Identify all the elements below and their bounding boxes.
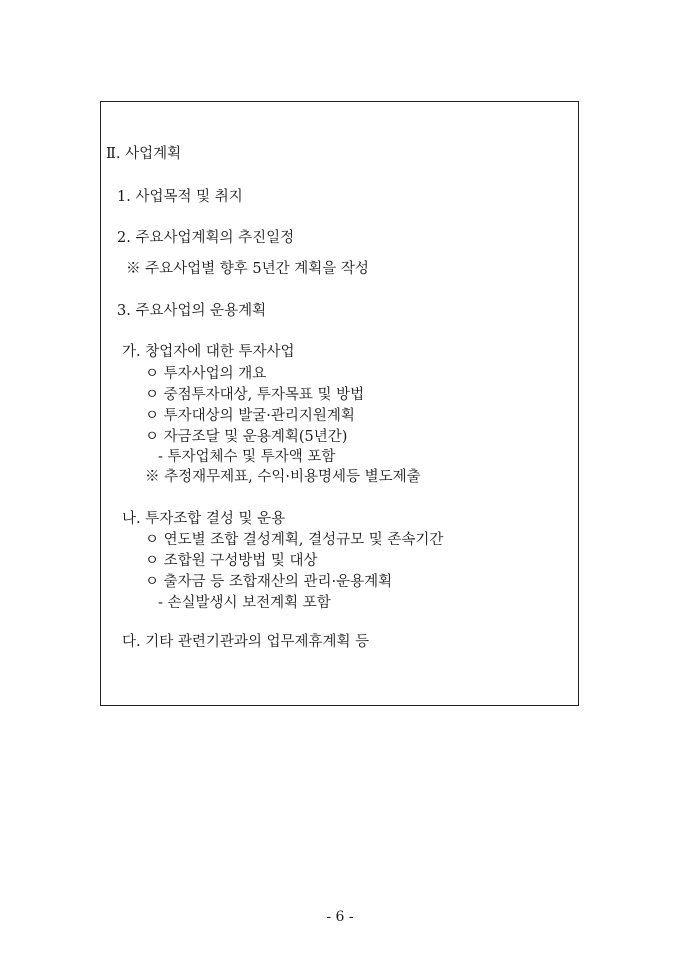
sub-ga-bullet: ㅇ 중점투자대상, 투자목표 및 방법 bbox=[145, 387, 365, 403]
page-number: - 6 - bbox=[326, 909, 354, 925]
item-1: 1. 사업목적 및 취지 bbox=[117, 189, 243, 205]
item-2: 2. 주요사업계획의 추진일정 bbox=[117, 230, 295, 246]
item-3: 3. 주요사업의 운용계획 bbox=[117, 303, 267, 319]
section-title: Ⅱ. 사업계획 bbox=[106, 146, 182, 162]
sub-ga-bullet: ㅇ 투자사업의 개요 bbox=[145, 366, 267, 382]
sub-na-title: 나. 투자조합 결성 및 운용 bbox=[122, 511, 286, 527]
sub-na-bullet: ㅇ 연도별 조합 결성계획, 결성규모 및 존속기간 bbox=[145, 532, 444, 548]
sub-na-dash: - 손실발생시 보전계획 포함 bbox=[158, 595, 331, 611]
sub-da-title: 다. 기타 관련기관과의 업무제휴계획 등 bbox=[122, 634, 370, 650]
sub-ga-bullet: ㅇ 자금조달 및 운용계획(5년간) bbox=[145, 429, 348, 445]
sub-na-bullet: ㅇ 조합원 구성방법 및 대상 bbox=[145, 553, 318, 569]
item-2-note: ※ 주요사업별 향후 5년간 계획을 작성 bbox=[126, 261, 369, 277]
sub-na-bullet: ㅇ 출자금 등 조합재산의 관리·운용계획 bbox=[145, 574, 393, 590]
sub-ga-title: 가. 창업자에 대한 투자사업 bbox=[122, 344, 295, 360]
sub-ga-dash: - 투자업체수 및 투자액 포함 bbox=[158, 449, 336, 465]
sub-ga-note: ※ 추정재무제표, 수익·비용명세등 별도제출 bbox=[145, 469, 421, 485]
sub-ga-bullet: ㅇ 투자대상의 발굴·관리지원계획 bbox=[145, 408, 355, 424]
